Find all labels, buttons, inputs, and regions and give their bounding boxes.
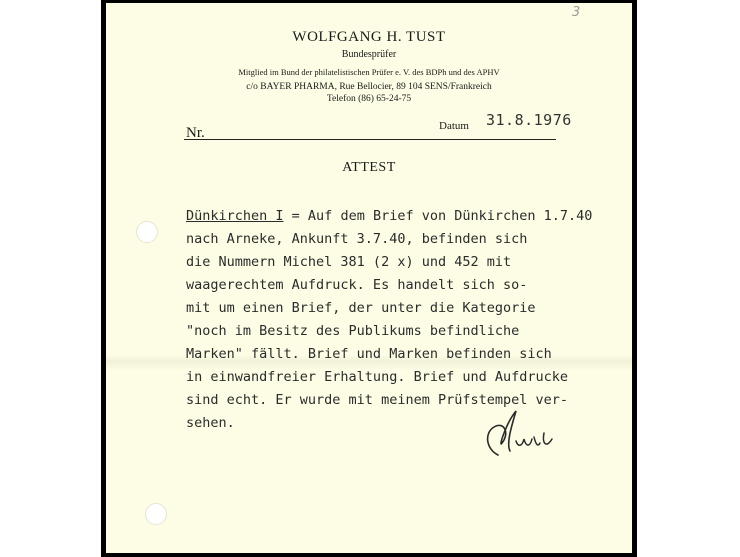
body-line: Marken" fällt. Brief und Marken befinden sich xyxy=(186,346,552,362)
body-line-1 xyxy=(186,205,626,228)
certificate-page xyxy=(106,3,632,553)
body-line: "noch im Besitz des Publikums befindliche xyxy=(186,323,520,339)
header-rule xyxy=(184,139,556,140)
body-line: die Nummern Michel 381 (2 x) und 452 mit xyxy=(186,254,512,270)
document-title: ATTEST xyxy=(342,160,396,175)
body-line: in einwandfreier Erhaltung. Brief und Aufdrucke xyxy=(186,369,569,385)
letterhead-address: c/o BAYER PHARMA, Rue Bellocier, 89 104 SENS/Frankreich xyxy=(246,82,492,92)
body-line: mit um einen Brief, der unter die Kategorie xyxy=(186,300,536,316)
handwritten-signature xyxy=(476,403,556,463)
certificate-body xyxy=(186,205,626,435)
number-label: Nr. xyxy=(186,125,205,141)
body-line-1-text: = Auf dem Brief von Dünkirchen 1.7.40 xyxy=(283,208,593,224)
body-line: waagerechtem Aufdruck. Es handelt sich so- xyxy=(186,277,528,293)
body-line: sind echt. Er wurde mit meinem Prüfstempel ver- xyxy=(186,392,569,408)
pencil-mark: 3 xyxy=(572,5,581,20)
body-line: nach Arneke, Ankunft 3.7.40, befinden sich xyxy=(186,231,528,247)
body-heading: Dünkirchen I xyxy=(186,208,284,224)
punch-hole-top xyxy=(136,221,158,243)
punch-hole-bottom xyxy=(145,503,167,525)
date-label: Datum xyxy=(439,120,469,132)
letterhead-telephone: Telefon (86) 65-24-75 xyxy=(326,94,412,104)
letterhead-role: Bundesprüfer xyxy=(341,49,397,60)
date-value: 31.8.1976 xyxy=(486,111,572,129)
letterhead-name: WOLFGANG H. TUST xyxy=(292,29,446,45)
letterhead-membership: Mitglied im Bund der philatelistischen Prüfer e. V. des BDPh und des APHV xyxy=(238,67,500,77)
body-line: sehen. xyxy=(186,415,235,431)
